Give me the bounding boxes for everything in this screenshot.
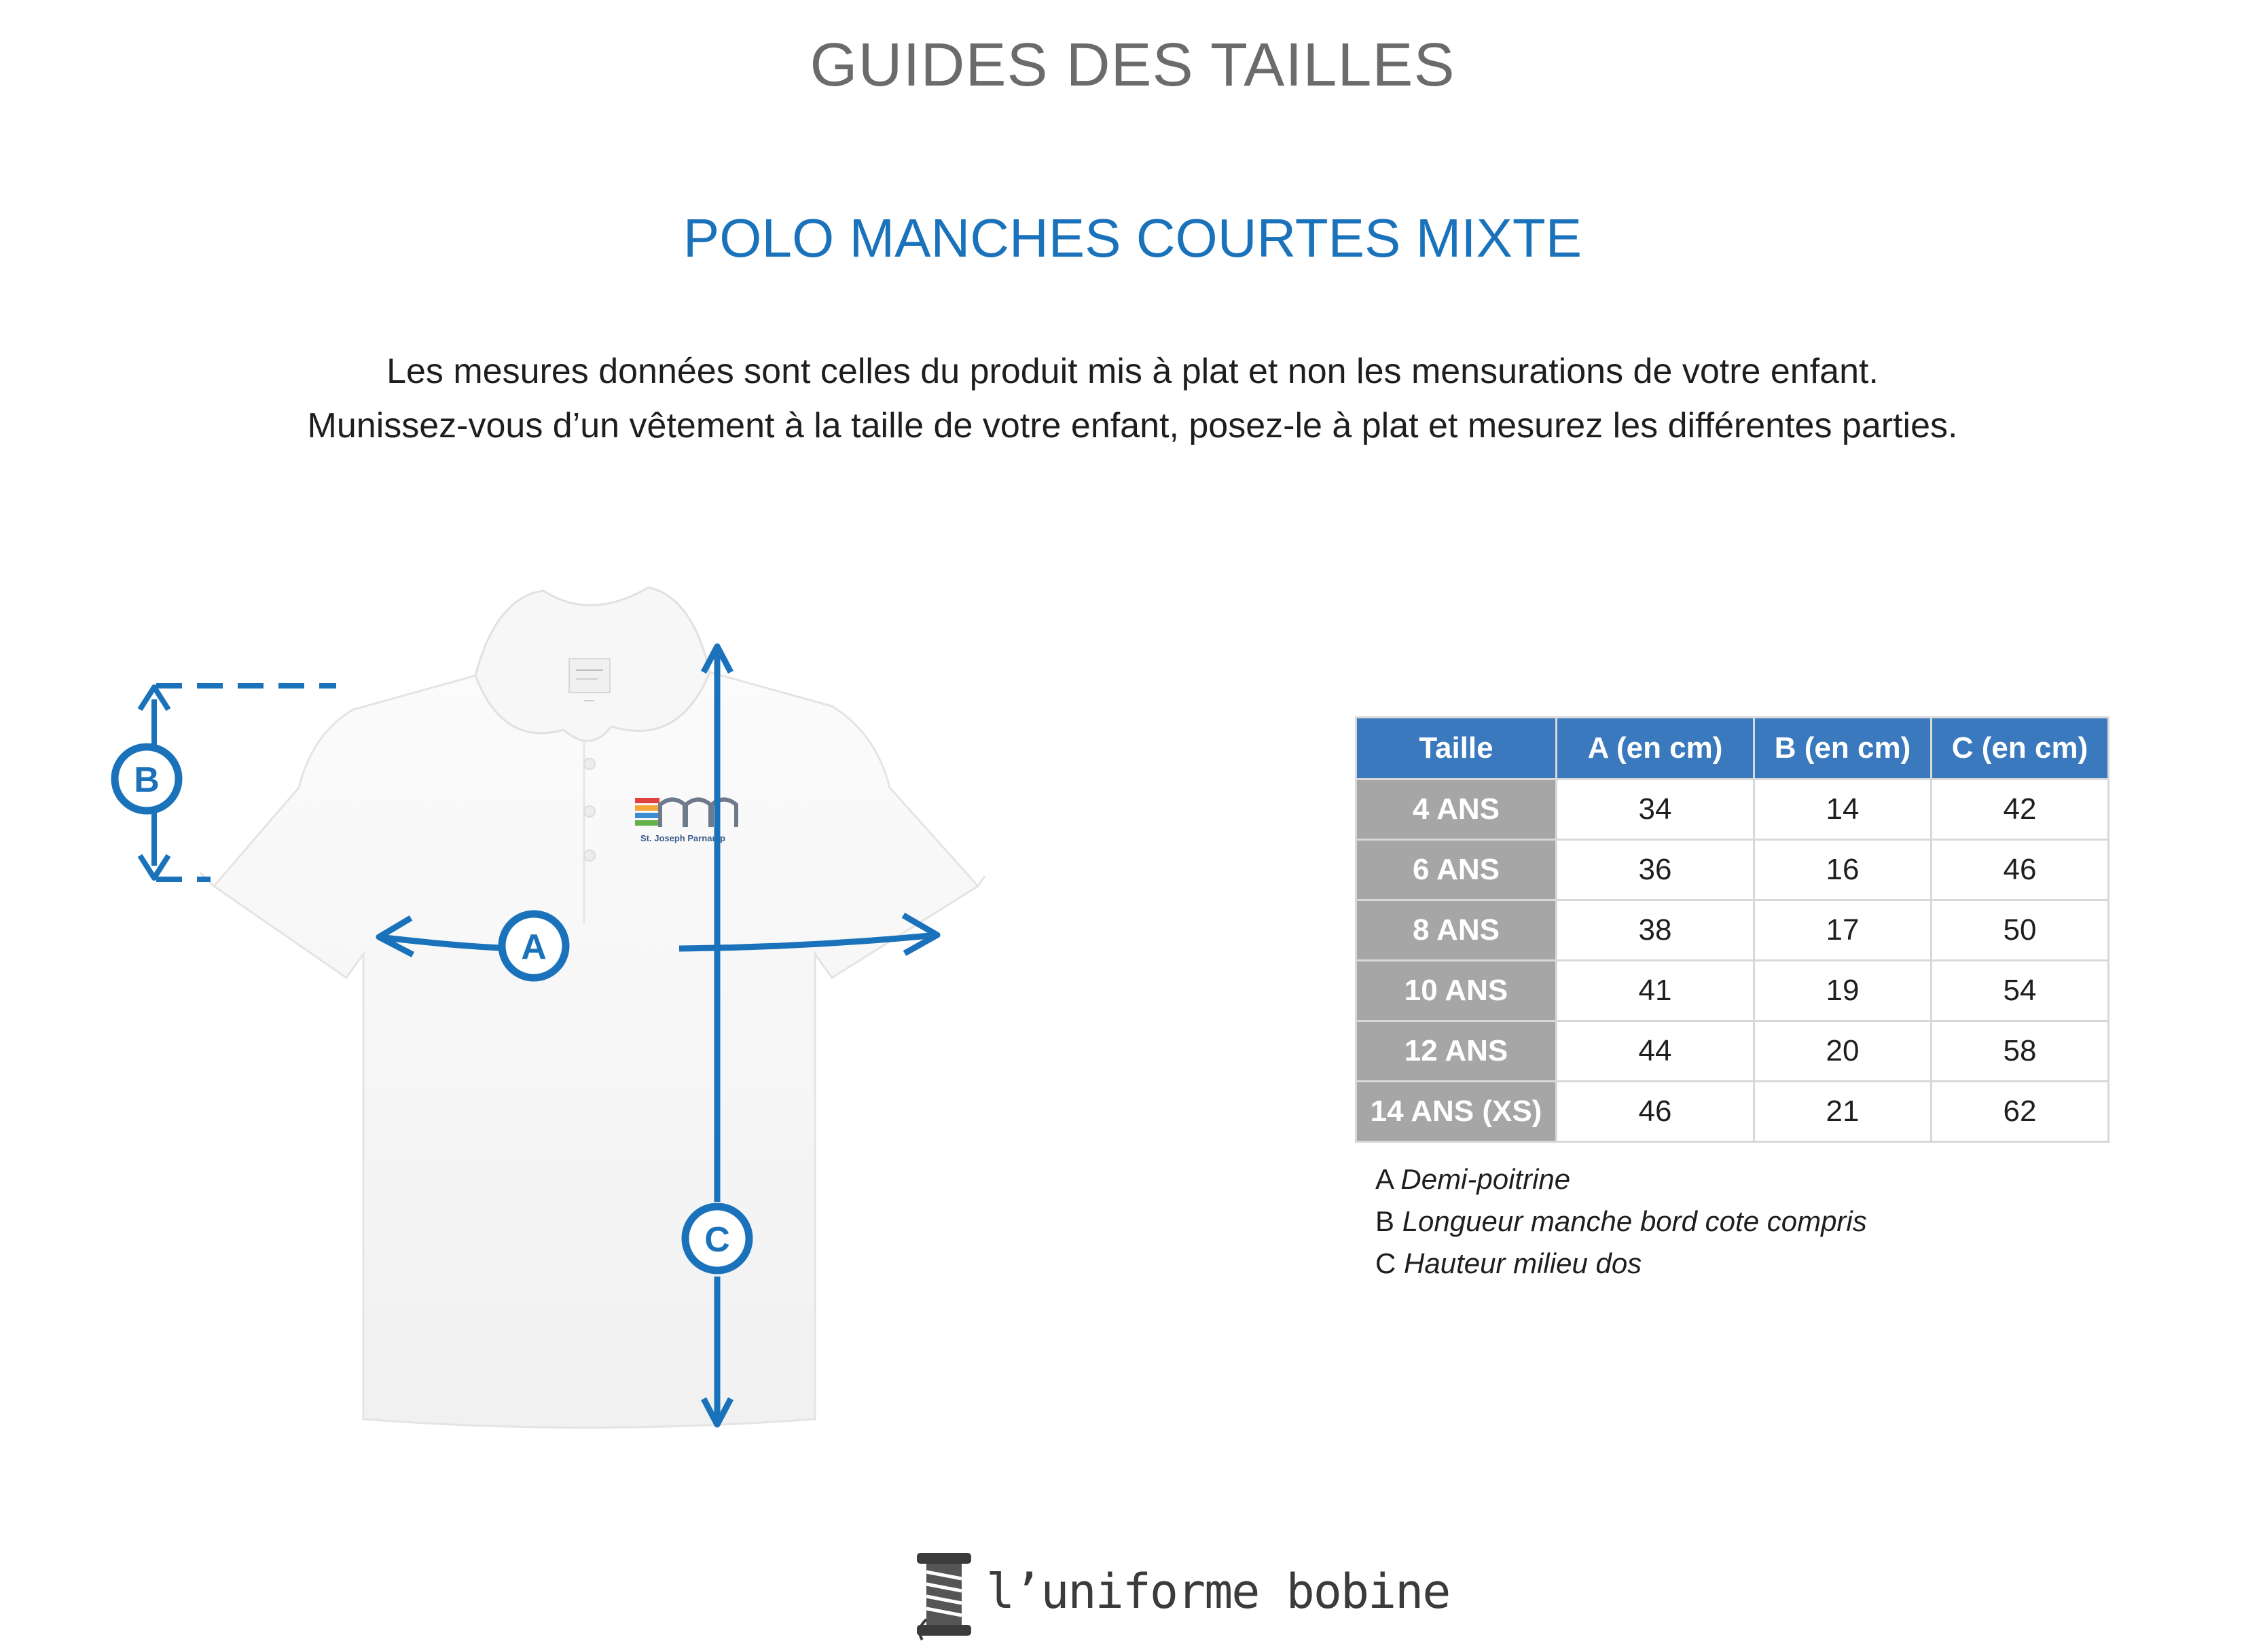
table-row (1356, 900, 2109, 961)
marker-c (685, 1207, 749, 1270)
size-cell: 8 ANS (1356, 900, 1557, 961)
value-a-cell: 38 (1557, 900, 1754, 961)
value-b-cell: 21 (1754, 1082, 1932, 1142)
column-header-c: C (en cm) (1932, 718, 2109, 779)
legend-key: B (1375, 1205, 1395, 1237)
legend-label: Longueur manche bord cote compris (1402, 1205, 1867, 1237)
value-a-cell: 46 (1557, 1082, 1754, 1142)
column-header-taille: Taille (1356, 718, 1557, 779)
value-c-cell: 58 (1932, 1021, 2109, 1082)
value-b-cell: 14 (1754, 779, 1932, 840)
legend-key: A (1375, 1163, 1393, 1195)
value-a-cell: 44 (1557, 1021, 1754, 1082)
value-a-cell: 36 (1557, 840, 1754, 900)
value-c-cell: 62 (1932, 1082, 2109, 1142)
value-b-cell: 20 (1754, 1021, 1932, 1082)
intro-line-2: Munissez-vous d’un vêtement à la taille de votre enfant, posez-le à plat et mesurez les différentes parties. (307, 406, 1958, 445)
value-c-cell: 42 (1932, 779, 2109, 840)
table-row (1356, 1082, 2109, 1142)
size-cell: 14 ANS (XS) (1356, 1082, 1557, 1142)
marker-b (115, 747, 179, 811)
size-cell: 6 ANS (1356, 840, 1557, 900)
legend-item-c (1375, 1247, 1642, 1280)
table-header-row (1356, 718, 2109, 779)
size-cell: 10 ANS (1356, 961, 1557, 1021)
marker-a (502, 914, 566, 978)
legend-item-b (1375, 1205, 1867, 1238)
column-header-b: B (en cm) (1754, 718, 1932, 779)
value-b-cell: 16 (1754, 840, 1932, 900)
size-cell: 4 ANS (1356, 779, 1557, 840)
thread-spool-icon (910, 1545, 978, 1647)
value-b-cell: 19 (1754, 961, 1932, 1021)
column-header-a: A (en cm) (1557, 718, 1754, 779)
marker-c-label: C (704, 1220, 730, 1260)
legend-key: C (1375, 1247, 1396, 1279)
legend-item-a (1375, 1163, 1570, 1196)
polo-shirt-image (200, 587, 985, 1428)
value-c-cell: 50 (1932, 900, 2109, 961)
polo-measurement-diagram (95, 570, 1059, 1494)
value-a-cell: 34 (1557, 779, 1754, 840)
marker-a-label: A (521, 928, 547, 967)
value-c-cell: 54 (1932, 961, 2109, 1021)
size-chart-table (1355, 716, 2109, 1143)
value-a-cell: 41 (1557, 961, 1754, 1021)
intro-line-1: Les mesures données sont celles du produit mis à plat et non les mensurations de votre enfant. (386, 352, 1879, 391)
page-title: GUIDES DES TAILLES (810, 31, 1455, 99)
product-title: POLO MANCHES COURTES MIXTE (683, 208, 1582, 268)
value-b-cell: 17 (1754, 900, 1932, 961)
table-row (1356, 840, 2109, 900)
legend-label: Hauteur milieu dos (1404, 1247, 1642, 1279)
table-row (1356, 1021, 2109, 1082)
table-row (1356, 779, 2109, 840)
marker-b-label: B (134, 760, 160, 800)
brand-logo (910, 1545, 1450, 1647)
legend-label: Demi-poitrine (1400, 1163, 1571, 1195)
value-c-cell: 46 (1932, 840, 2109, 900)
table-row (1356, 961, 2109, 1021)
size-cell: 12 ANS (1356, 1021, 1557, 1082)
brand-name: l’uniforme bobine (986, 1564, 1450, 1619)
badge-text: St. Joseph Parnamp (640, 833, 725, 843)
